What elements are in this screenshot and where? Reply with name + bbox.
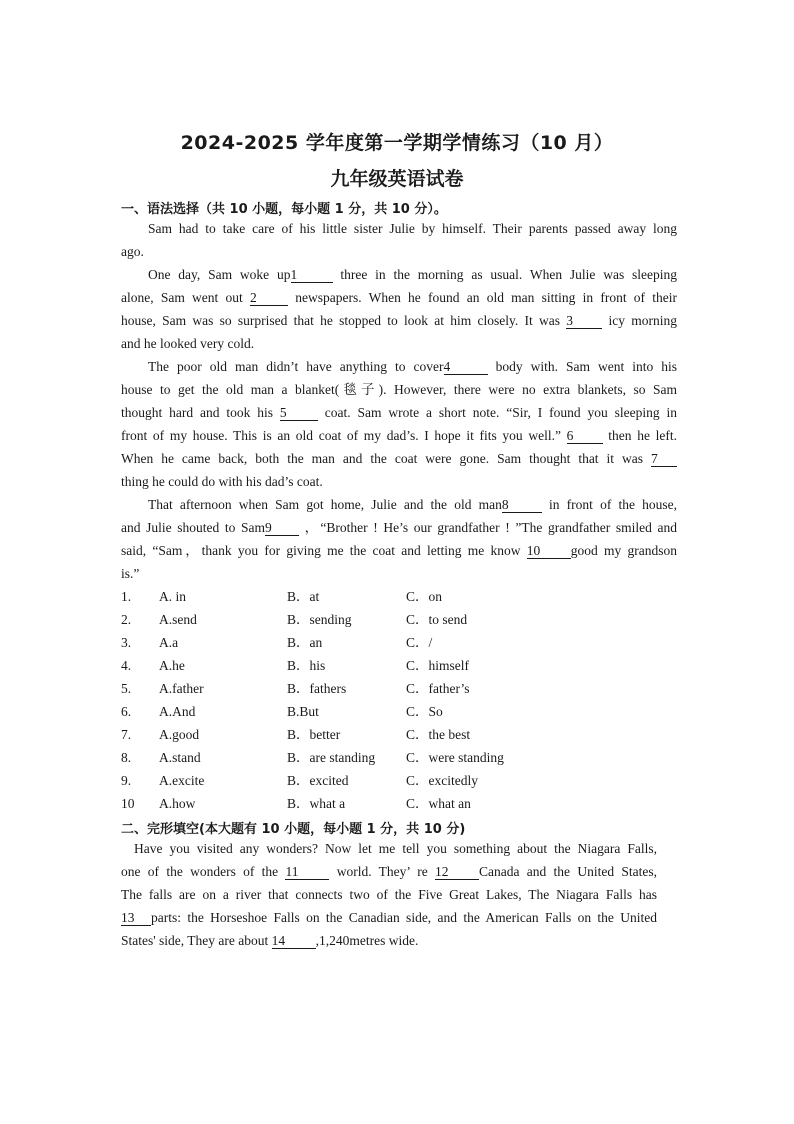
exam-title: 2024-2025 学年度第一学期学情练习（10 月） (180, 132, 614, 154)
option-a: A.he (159, 658, 185, 673)
option-c: C．what an (406, 796, 471, 811)
passage-line: house to get the old man a blanket(毯子). However, there were no extra blankets, so Sam (121, 382, 677, 397)
option-c: C．the best (406, 727, 471, 742)
option-a: A.excite (159, 773, 205, 788)
passage-line: Sam had to take care of his little sister Julie by himself. Their parents passed away long (148, 221, 677, 236)
question-number: 9. (121, 773, 132, 788)
passage-line: The poor old man didn’t have anything to cover4 body with. Sam went into his (148, 359, 677, 374)
passage-line: Have you visited any wonders? Now let me tell you something about the Niagara Falls, (134, 841, 657, 856)
option-a: A.how (159, 796, 196, 811)
question-number: 2. (121, 612, 132, 627)
option-a: A. in (159, 589, 186, 604)
passage-line: That afternoon when Sam got home, Julie and the old man8 in front of the house, (148, 497, 677, 512)
blank-6: 6 (567, 428, 603, 444)
blank-1: 1 (291, 267, 333, 283)
blank-13: 13 (121, 910, 151, 926)
option-b: B．excited (287, 773, 349, 788)
option-c: C．himself (406, 658, 469, 673)
question-number: 6. (121, 704, 132, 719)
question-number: 1. (121, 589, 132, 604)
option-a: A.good (159, 727, 200, 742)
question-number: 10 (121, 796, 135, 811)
option-a: A.send (159, 612, 197, 627)
exam-subtitle: 九年级英语试卷 (330, 168, 464, 190)
passage-line: The falls are on a river that connects two of the Five Great Lakes, The Niagara Falls has (121, 887, 657, 902)
option-c: C．/ (406, 635, 433, 650)
passage-line: One day, Sam woke up1 three in the morning as usual. When Julie was sleeping (148, 267, 677, 282)
passage-line: thing he could do with his dad’s coat. (121, 474, 323, 489)
blank-11: 11 (285, 864, 329, 880)
option-a: A.stand (159, 750, 201, 765)
blank-7: 7 (651, 451, 677, 467)
blank-8: 8 (502, 497, 542, 513)
option-b: B．an (287, 635, 323, 650)
option-b: B．fathers (287, 681, 347, 696)
option-b: B.But (287, 704, 319, 719)
option-b: B．at (287, 589, 320, 604)
option-c: C．to send (406, 612, 468, 627)
passage-line: When he came back, both the man and the coat were gone. Sam thought that it was 7 (121, 450, 677, 468)
question-number: 5. (121, 681, 132, 696)
passage-line: is.” (121, 566, 140, 581)
blank-14: 14 (272, 933, 316, 949)
blank-9: 9 (265, 520, 299, 536)
blank-2: 2 (250, 290, 288, 306)
passage-line: and Julie shouted to Sam9 ，“Brother ! He’s our grandfather ! ”The grandfather smiled and (121, 520, 677, 535)
option-b: B．are standing (287, 750, 376, 765)
passage-line: and he looked very cold. (121, 336, 255, 351)
blank-12: 12 (435, 864, 479, 880)
option-b: B．better (287, 727, 341, 742)
option-c: C．on (406, 589, 443, 604)
passage-line: alone, Sam went out 2 newspapers. When he found an old man sitting in front of their (121, 290, 678, 305)
option-c: C．were standing (406, 750, 504, 765)
question-number: 7. (121, 727, 132, 742)
passage-line: ago. (121, 244, 144, 259)
passage-line: front of my house. This is an old coat of my dad’s. I hope it fits you well.” 6 then he left. (121, 428, 677, 443)
passage-line: one of the wonders of the 11 world. They’ re 12 Canada and the United States, (121, 864, 657, 879)
blank-5: 5 (280, 405, 318, 421)
blank-10: 10 (527, 543, 571, 559)
option-a: A.And (159, 704, 196, 719)
option-b: B．sending (287, 612, 352, 627)
option-c: C．father’s (406, 681, 470, 696)
passage-line: thought hard and took his 5 coat. Sam wrote a short note. “Sir, I found you sleeping in (121, 405, 678, 420)
section1-heading: 一、语法选择（共 10 小题，每小题 1 分，共 10 分）。 (121, 202, 447, 217)
passage-line: house, Sam was so surprised that he stopped to look at him closely. It was 3 icy morning (121, 313, 678, 328)
question-number: 8. (121, 750, 132, 765)
passage-line: States' side, They are about 14 ,1,240metres wide. (121, 933, 419, 948)
blank-4: 4 (444, 359, 488, 375)
option-c: C．excitedly (406, 773, 478, 788)
option-a: A.a (159, 635, 179, 650)
question-number: 3. (121, 635, 132, 650)
passage-line: 13 parts: the Horseshoe Falls on the Canadian side, and the American Falls on the United (121, 910, 657, 925)
blank-3: 3 (566, 313, 602, 329)
option-b: B．what a (287, 796, 346, 811)
section2-heading: 二、完形填空(本大题有 10 小题，每小题 1 分，共 10 分) (121, 822, 466, 837)
option-a: A.father (159, 681, 204, 696)
option-c: C．So (406, 704, 443, 719)
option-b: B．his (287, 658, 326, 673)
passage-line: said, “Sam，thank you for giving me the coat and letting me know 10 good my grandson (121, 543, 677, 558)
question-number: 4. (121, 658, 132, 673)
